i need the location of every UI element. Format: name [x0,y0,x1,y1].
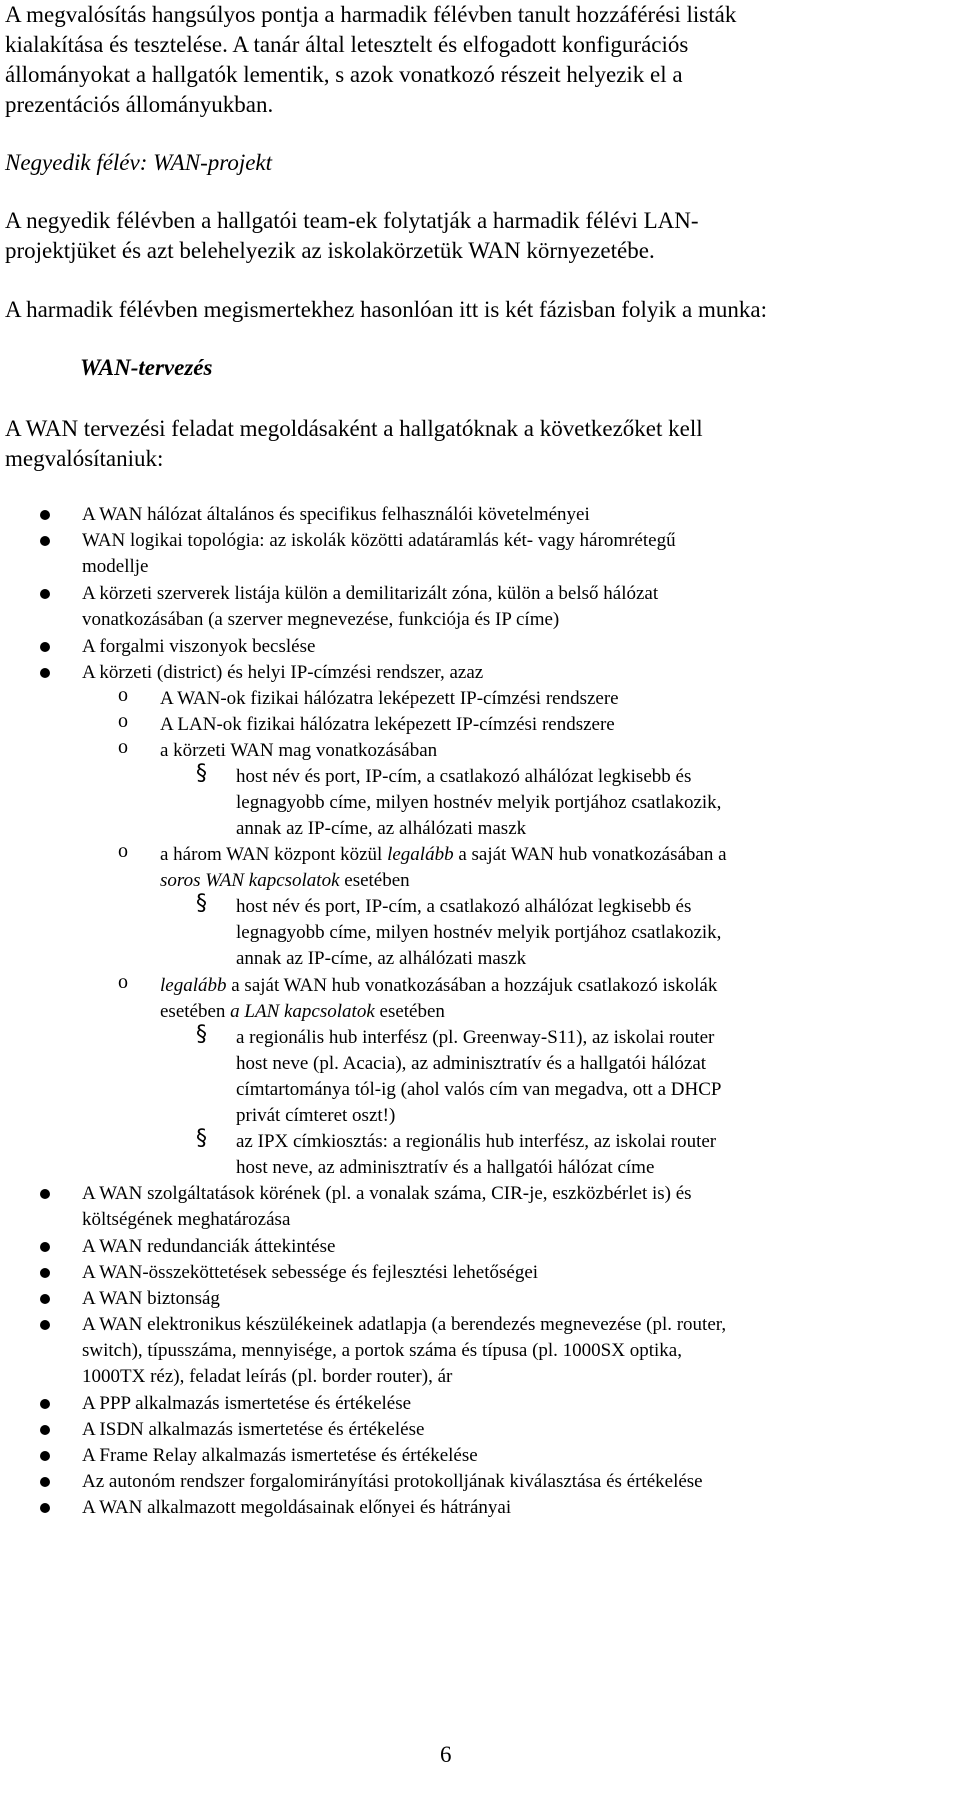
sub-sub-list-item: a regionális hub interfész (pl. Greenway-S11), az iskolai router [236,1027,715,1048]
para1-line-2: projektjüket és azt belehelyezik az iskolakörzetük WAN környezetébe. [5,238,655,263]
sub-list-item: A LAN-ok fizikai hálózatra leképezett IP-címzési rendszere [160,714,615,735]
sub-list-item [160,842,955,869]
bullet-marker [40,642,50,652]
list-item: A WAN elektronikus készülékeinek adatlapja (a berendezés megnevezése (pl. router, [82,1314,727,1335]
list-item: A PPP alkalmazás ismertetése és értékelése [82,1393,412,1414]
list-item: A WAN redundanciák áttekintése [82,1236,336,1257]
list-item: A ISDN alkalmazás ismertetése és értékelése [82,1419,425,1440]
list-item: A körzeti szerverek listája külön a demilitarizált zóna, külön a belső hálózat [82,583,659,604]
text-run: esetében [374,1001,445,1022]
emphasis: soros WAN kapcsolatok [160,870,340,891]
sub-list-item: A WAN-ok fizikai hálózatra leképezett IP-címzési rendszere [160,688,619,709]
semester-heading: Negyedik félév: WAN-projekt [5,150,273,175]
bullet-marker [40,1451,50,1461]
list-item-continuation: 1000TX réz), feladat leírás (pl. border router), ár [82,1366,453,1387]
circle-bullet-marker: o [118,684,128,706]
sub-list-item-continuation [160,868,955,895]
bullet-marker [40,1399,50,1409]
sub-list-item [160,973,955,1000]
sub-sub-list-item-continuation: host neve, az adminisztratív és a hallgatói hálózat címe [236,1157,655,1178]
section-sign-marker: § [196,1022,207,1047]
sub-sub-list-item-continuation: annak az IP-címe, az alhálózati maszk [236,818,527,839]
text-run: a három WAN központ közül [160,844,388,865]
bullet-marker [40,668,50,678]
emphasis: legalább [160,975,227,996]
sub-sub-list-item-continuation: privát címteret oszt!) [236,1105,396,1126]
bullet-marker [40,1242,50,1252]
bullet-marker [40,1294,50,1304]
list-item: A körzeti (district) és helyi IP-címzési rendszer, azaz [82,662,484,683]
text-run: esetében [160,1001,231,1022]
circle-bullet-marker: o [118,710,128,732]
sub-list-item: a körzeti WAN mag vonatkozásában [160,740,438,761]
sub-sub-list-item: host név és port, IP-cím, a csatlakozó alhálózat legkisebb és [236,896,692,917]
section-sign-marker: § [196,891,207,916]
list-item-continuation: switch), típusszáma, mennyisége, a portok száma és típusa (pl. 1000SX optika, [82,1340,682,1361]
section-sign-marker: § [196,761,207,786]
bullet-marker [40,1477,50,1487]
circle-bullet-marker: o [118,840,128,862]
sub-sub-list-item-continuation: legnagyobb címe, milyen hostnév melyik portjához csatlakozik, [236,792,722,813]
para3-line-1: A WAN tervezési feladat megoldásaként a hallgatóknak a következőket kell [5,416,703,441]
list-item: WAN logikai topológia: az iskolák közötti adatáramlás két- vagy háromrétegű [82,530,676,551]
list-item: A WAN biztonság [82,1288,220,1309]
para2: A harmadik félévben megismertekhez hasonlóan itt is két fázisban folyik a munka: [5,297,767,322]
sub-sub-list-item-continuation: legnagyobb címe, milyen hostnév melyik portjához csatlakozik, [236,922,722,943]
bullet-marker [40,536,50,546]
intro-line-1: A megvalósítás hangsúlyos pontja a harmadik félévben tanult hozzáférési listák [5,2,737,27]
emphasis: legalább [387,844,454,865]
bullet-marker [40,1268,50,1278]
list-item: Az autonóm rendszer forgalomirányítási protokolljának kiválasztása és értékelése [82,1471,703,1492]
circle-bullet-marker: o [118,736,128,758]
sub-list-item-continuation [160,999,955,1026]
text-run: esetében [339,870,410,891]
para1-line-1: A negyedik félévben a hallgatói team-ek folytatják a harmadik félévi LAN- [5,208,699,233]
list-item: A WAN-összeköttetések sebessége és fejlesztési lehetőségei [82,1262,539,1283]
intro-line-3: állományokat a hallgatók lementik, s azok vonatkozó részeit helyezik el a [5,62,683,87]
bullet-marker [40,1503,50,1513]
list-item-continuation: vonatkozásában (a szerver megnevezése, funkciója és IP címe) [82,609,560,630]
sub-sub-list-item: host név és port, IP-cím, a csatlakozó alhálózat legkisebb és [236,766,692,787]
intro-line-4: prezentációs állományukban. [5,92,274,117]
page-number: 6 [440,1742,452,1767]
bullet-marker [40,1189,50,1199]
list-item: A WAN szolgáltatások körének (pl. a vonalak száma, CIR-je, eszközbérlet is) és [82,1183,692,1204]
list-item-continuation: költségének meghatározása [82,1209,291,1230]
text-run: a saját WAN hub vonatkozásában a hozzájuk csatlakozó iskolák [226,975,718,996]
bullet-marker [40,1425,50,1435]
emphasis: a LAN kapcsolatok [230,1001,375,1022]
circle-bullet-marker: o [118,971,128,993]
list-item-continuation: modellje [82,556,149,577]
list-item: A WAN hálózat általános és specifikus felhasználói követelményei [82,504,590,525]
list-item: A forgalmi viszonyok becslése [82,636,316,657]
sub-sub-list-item: az IPX címkiosztás: a regionális hub interfész, az iskolai router [236,1131,717,1152]
bullet-marker [40,510,50,520]
bullet-marker [40,1320,50,1330]
text-run: a saját WAN hub vonatkozásában a [453,844,727,865]
section-sign-marker: § [196,1126,207,1151]
intro-line-2: kialakítása és tesztelése. A tanár által letesztelt és elfogadott konfigurációs [5,32,689,57]
list-item: A Frame Relay alkalmazás ismertetése és értékelése [82,1445,478,1466]
sub-sub-list-item-continuation: címtartománya tól-ig (ahol valós cím van megadva, ott a DHCP [236,1079,722,1100]
sub-sub-list-item-continuation: host neve (pl. Acacia), az adminisztratív és a hallgatói hálózat [236,1053,707,1074]
phase-heading: WAN-tervezés [80,355,213,380]
sub-sub-list-item-continuation: annak az IP-címe, az alhálózati maszk [236,948,527,969]
para3-line-2: megvalósítaniuk: [5,446,164,471]
list-item: A WAN alkalmazott megoldásainak előnyei és hátrányai [82,1497,512,1518]
bullet-marker [40,589,50,599]
